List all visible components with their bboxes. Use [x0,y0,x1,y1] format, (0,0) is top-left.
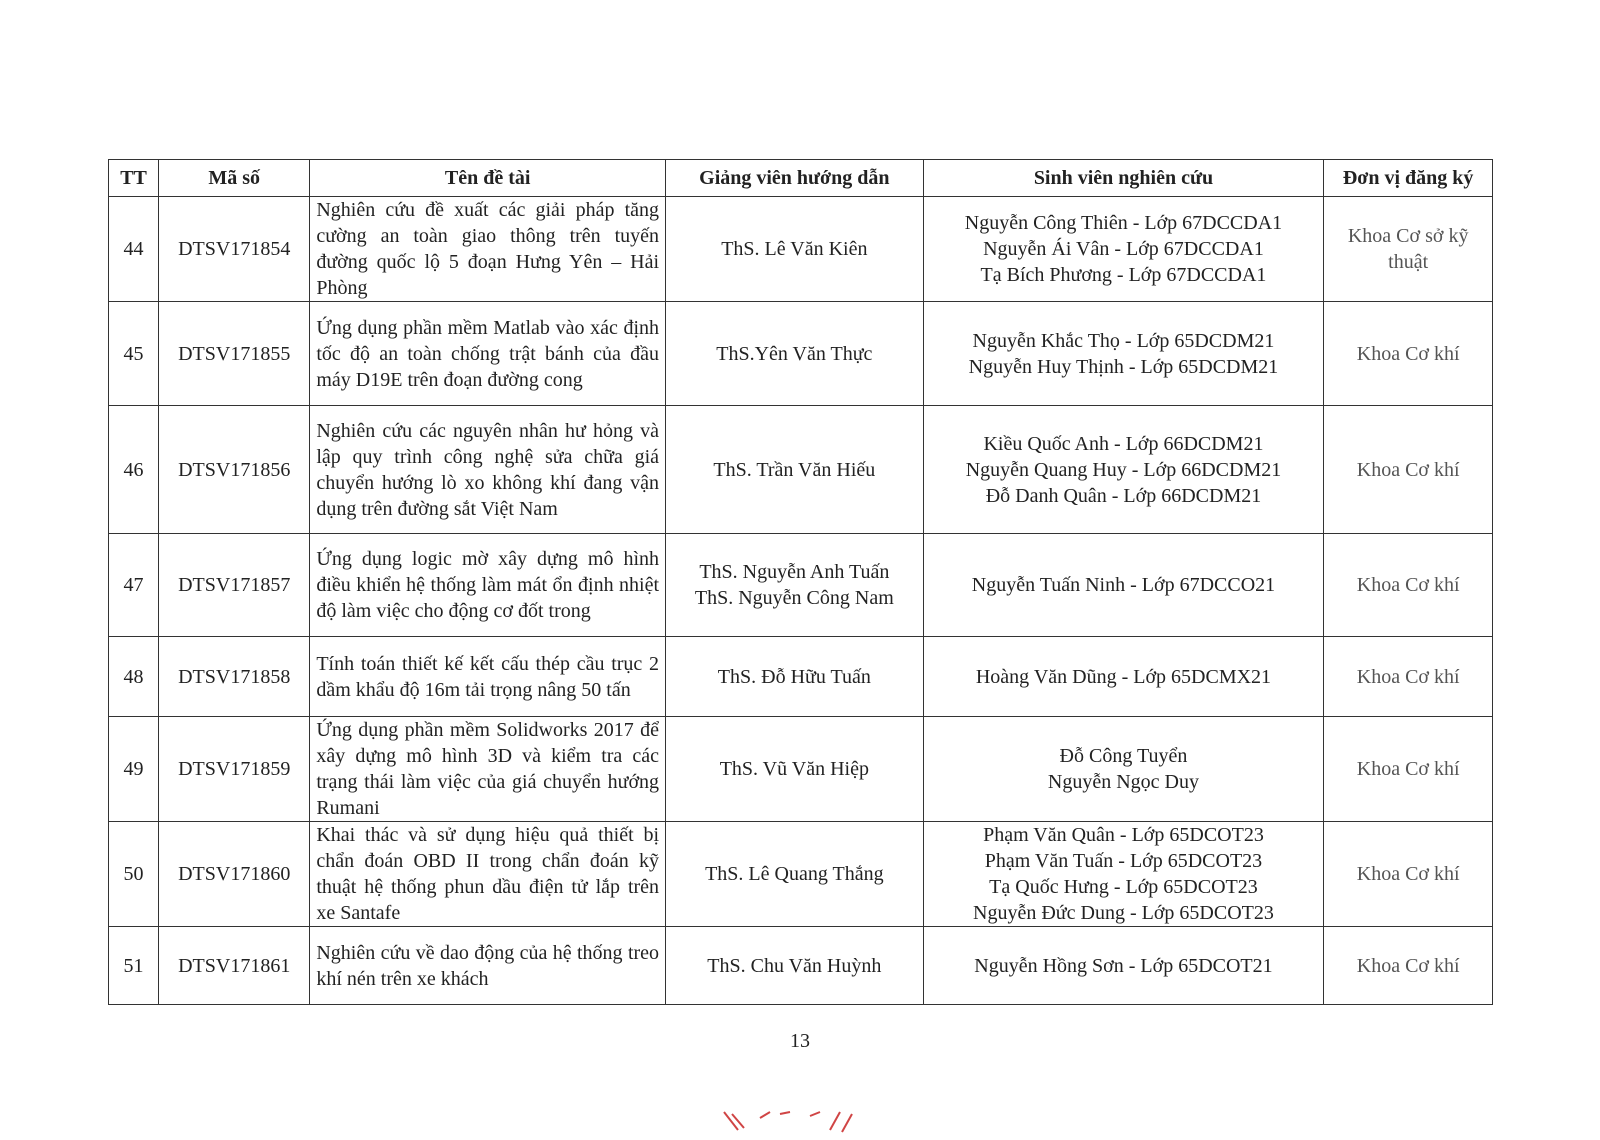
topic-code: DTSV171860 [159,822,310,927]
advisor-name: ThS. Lê Quang Thắng [705,863,884,885]
advisor-name: ThS. Lê Văn Kiên [721,238,868,260]
student-entry: Kiều Quốc Anh - Lớp 66DCDM21 [983,432,1264,455]
students-cell [923,637,1324,717]
topics-table [108,159,1493,1005]
student-entry: Nguyễn Khắc Thọ - Lớp 65DCDM21 [972,329,1275,352]
student-entry: Phạm Văn Quân - Lớp 65DCOT23 [983,824,1264,846]
topic-code: DTSV171861 [159,927,310,1005]
advisor-cell [666,927,924,1005]
row-number: 48 [109,637,159,717]
advisor-name: ThS. Đỗ Hữu Tuấn [717,665,871,688]
students-cell [923,406,1324,534]
header-tt: TT [109,160,159,197]
header-advisor: Giảng viên hướng dẫn [666,160,924,197]
student-entry: Nguyễn Ngọc Duy [1047,771,1199,793]
table-row [109,927,1493,1005]
topic-code: DTSV171854 [159,197,310,302]
row-number: 46 [109,406,159,534]
registering-unit: Khoa Cơ sở kỹ thuật [1324,197,1493,302]
topic-code: DTSV171855 [159,302,310,406]
student-entry: Nguyễn Đức Dung - Lớp 65DCOT23 [973,902,1274,924]
students-cell [923,197,1324,302]
topic-title: Ứng dụng phần mềm Solidworks 2017 để xây dựng mô hình 3D và kiểm tra các trạng thái làm việc của giá chuyển hướng Rumani [310,717,666,822]
students-cell [923,822,1324,927]
registering-unit: Khoa Cơ khí [1324,534,1493,637]
registering-unit: Khoa Cơ khí [1324,406,1493,534]
student-entry: Nguyễn Công Thiên - Lớp 67DCCDA1 [964,212,1283,234]
topic-title: Nghiên cứu các nguyên nhân hư hỏng và lập quy trình công nghệ sửa chữa giá chuyển hướng lò xo không khí đang vận dụng trên đường sắt Việt Nam [310,406,666,534]
student-entry: Hoàng Văn Dũng - Lớp 65DCMX21 [975,665,1272,688]
advisor-name: ThS.Yên Văn Thực [716,342,873,365]
row-number: 47 [109,534,159,637]
student-entry: Phạm Văn Tuấn - Lớp 65DCOT23 [984,850,1263,872]
header-unit: Đơn vị đăng ký [1324,160,1493,197]
table-row [109,637,1493,717]
topic-title: Nghiên cứu đề xuất các giải pháp tăng cường an toàn giao thông trên tuyến đường quốc lộ 5 đoạn Hưng Yên – Hải Phòng [310,197,666,302]
row-number: 51 [109,927,159,1005]
topic-title: Khai thác và sử dụng hiệu quả thiết bị chẩn đoán OBD II trong chẩn đoán kỹ thuật hệ thống phun dầu điện tử lắp trên xe Santafe [310,822,666,927]
topic-code: DTSV171857 [159,534,310,637]
students-cell [923,717,1324,822]
topic-title: Nghiên cứu về dao động của hệ thống treo khí nén trên xe khách [310,927,666,1005]
advisor-cell [666,534,924,637]
advisor-name: ThS. Trần Văn Hiếu [713,458,876,481]
header-code: Mã số [159,160,310,197]
registering-unit: Khoa Cơ khí [1324,302,1493,406]
page-number: 13 [790,1030,810,1052]
topic-code: DTSV171859 [159,717,310,822]
student-entry: Tạ Bích Phương - Lớp 67DCCDA1 [980,264,1267,286]
student-entry: Nguyễn Huy Thịnh - Lớp 65DCDM21 [968,355,1279,378]
student-entry: Đỗ Công Tuyển [1059,745,1188,767]
table-body [109,197,1493,1005]
topic-title: Tính toán thiết kế kết cấu thép cầu trục 2 dầm khẩu độ 16m tải trọng nâng 50 tấn [310,637,666,717]
student-entry: Nguyễn Tuấn Ninh - Lớp 67DCCO21 [971,574,1276,596]
registering-unit: Khoa Cơ khí [1324,822,1493,927]
row-number: 45 [109,302,159,406]
advisor-name: ThS. Nguyễn Anh Tuấn [699,561,890,583]
topic-code: DTSV171858 [159,637,310,717]
students-cell [923,302,1324,406]
topic-title: Ứng dụng logic mờ xây dựng mô hình điều khiển hệ thống làm mát ổn định nhiệt độ làm việc cho động cơ đốt trong [310,534,666,637]
topic-code: DTSV171856 [159,406,310,534]
registering-unit: Khoa Cơ khí [1324,717,1493,822]
row-number: 49 [109,717,159,822]
registering-unit: Khoa Cơ khí [1324,927,1493,1005]
header-students: Sinh viên nghiên cứu [923,160,1324,197]
registering-unit: Khoa Cơ khí [1324,637,1493,717]
topic-title: Ứng dụng phần mềm Matlab vào xác định tốc độ an toàn chống trật bánh của đầu máy D19E trên đoạn đường cong [310,302,666,406]
advisor-cell [666,197,924,302]
advisor-cell [666,406,924,534]
table-row [109,822,1493,927]
advisor-cell [666,717,924,822]
student-entry: Nguyễn Quang Huy - Lớp 66DCDM21 [965,458,1282,481]
student-entry: Nguyễn Ái Vân - Lớp 67DCCDA1 [983,238,1264,260]
students-cell [923,534,1324,637]
advisor-name: ThS. Chu Văn Huỳnh [707,954,882,977]
row-number: 50 [109,822,159,927]
table-row [109,534,1493,637]
student-entry: Tạ Quốc Hưng - Lớp 65DCOT23 [989,876,1258,898]
student-entry: Đỗ Danh Quân - Lớp 66DCDM21 [985,484,1262,507]
advisor-name: ThS. Vũ Văn Hiệp [719,758,869,780]
table-row [109,302,1493,406]
student-entry: Nguyễn Hồng Sơn - Lớp 65DCOT21 [974,954,1273,977]
students-cell [923,927,1324,1005]
advisor-cell [666,302,924,406]
table-row [109,406,1493,534]
row-number: 44 [109,197,159,302]
table-row [109,197,1493,302]
advisor-cell [666,822,924,927]
official-stamp [720,1110,880,1140]
table-header [109,160,1493,197]
advisor-name: ThS. Nguyễn Công Nam [694,587,894,609]
header-title: Tên đề tài [310,160,666,197]
table-row [109,717,1493,822]
advisor-cell [666,637,924,717]
